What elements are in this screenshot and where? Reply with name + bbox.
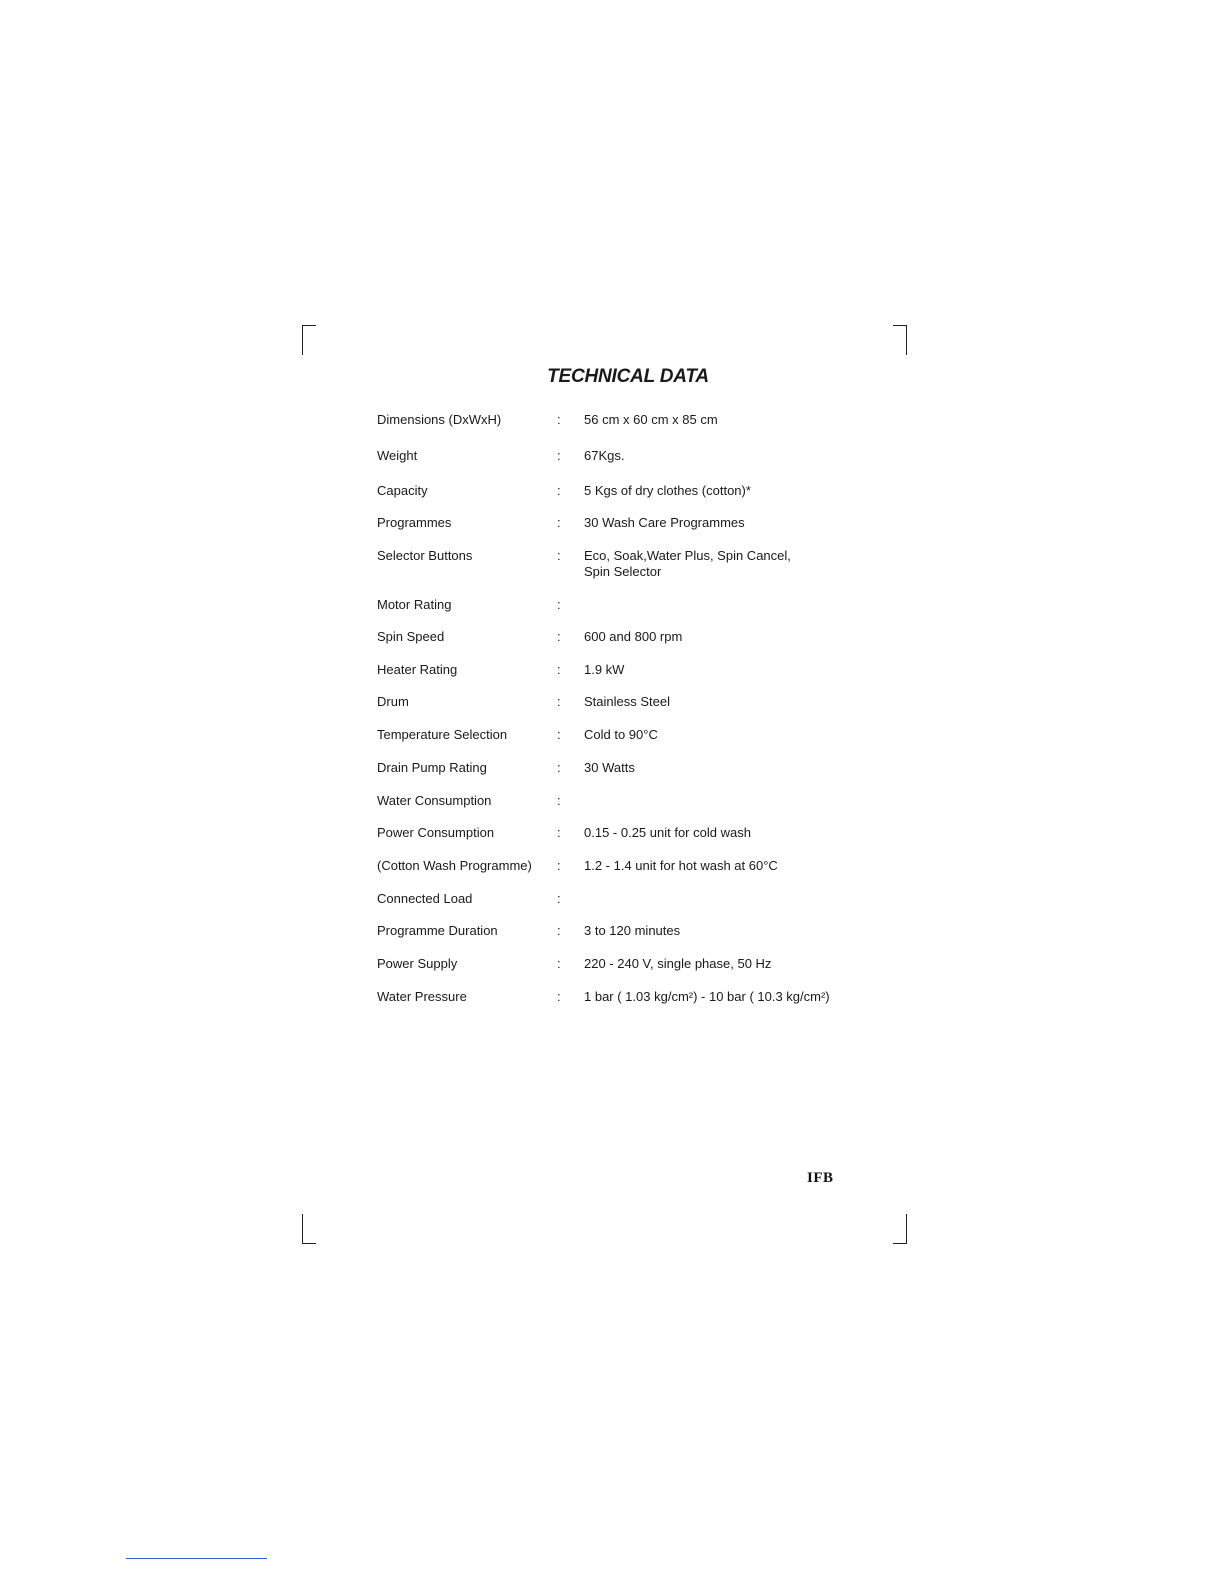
spec-label: (Cotton Wash Programme) bbox=[377, 858, 532, 873]
spec-value-line: 1.9 kW bbox=[584, 662, 625, 677]
spec-label: Spin Speed bbox=[377, 629, 445, 644]
spec-separator: : bbox=[557, 727, 561, 742]
spec-label: Dimensions (DxWxH) bbox=[377, 412, 502, 427]
spec-separator: : bbox=[557, 923, 561, 938]
spec-value bbox=[584, 956, 884, 972]
spec-separator: : bbox=[557, 412, 561, 427]
spec-label: Motor Rating bbox=[377, 597, 452, 612]
spec-value-line: 3 to 120 minutes bbox=[584, 923, 681, 938]
spec-value-line: Eco, Soak,Water Plus, Spin Cancel, bbox=[584, 548, 791, 563]
spec-label: Weight bbox=[377, 448, 418, 463]
spec-value bbox=[584, 989, 884, 1005]
spec-value bbox=[584, 629, 884, 645]
spec-value bbox=[584, 858, 884, 874]
spec-value-line: Spin Selector bbox=[584, 564, 662, 579]
spec-label: Drain Pump Rating bbox=[377, 760, 487, 775]
spec-value-line: 1.2 - 1.4 unit for hot wash at 60°C bbox=[584, 858, 778, 873]
spec-separator: : bbox=[557, 694, 561, 709]
spec-value-line: 5 Kgs of dry clothes (cotton)* bbox=[584, 483, 751, 498]
spec-value-line: 1 bar ( 1.03 kg/cm²) - 10 bar ( 10.3 kg/cm²) bbox=[584, 989, 830, 1004]
page-title: TECHNICAL DATA bbox=[547, 366, 709, 387]
spec-value bbox=[584, 448, 884, 464]
spec-label: Water Consumption bbox=[377, 793, 492, 808]
spec-value bbox=[584, 923, 884, 939]
spec-value bbox=[584, 727, 884, 743]
spec-separator: : bbox=[557, 597, 561, 612]
spec-value-line: 67Kgs. bbox=[584, 448, 625, 463]
spec-label: Connected Load bbox=[377, 891, 473, 906]
footer-divider bbox=[126, 1558, 267, 1559]
spec-label: Selector Buttons bbox=[377, 548, 473, 563]
spec-separator: : bbox=[557, 956, 561, 971]
spec-label: Programmes bbox=[377, 515, 452, 530]
spec-value bbox=[584, 694, 884, 710]
spec-value-line: Stainless Steel bbox=[584, 694, 670, 709]
spec-value bbox=[584, 412, 884, 428]
spec-value-line: 30 Watts bbox=[584, 760, 635, 775]
spec-value bbox=[584, 483, 884, 499]
spec-label: Power Consumption bbox=[377, 825, 495, 840]
spec-label: Power Supply bbox=[377, 956, 458, 971]
spec-value-line: 600 and 800 rpm bbox=[584, 629, 683, 644]
spec-value-line: 0.15 - 0.25 unit for cold wash bbox=[584, 825, 751, 840]
spec-label: Drum bbox=[377, 694, 409, 709]
spec-separator: : bbox=[557, 548, 561, 563]
spec-separator: : bbox=[557, 891, 561, 906]
crop-mark-bottom-left bbox=[302, 1214, 316, 1244]
spec-separator: : bbox=[557, 448, 561, 463]
spec-separator: : bbox=[557, 515, 561, 530]
spec-label: Temperature Selection bbox=[377, 727, 508, 742]
spec-label: Capacity bbox=[377, 483, 428, 498]
spec-label: Heater Rating bbox=[377, 662, 458, 677]
crop-mark-bottom-right bbox=[893, 1214, 907, 1244]
spec-value bbox=[584, 825, 884, 841]
spec-label: Water Pressure bbox=[377, 989, 467, 1004]
spec-separator: : bbox=[557, 793, 561, 808]
spec-value bbox=[584, 515, 884, 531]
brand-logo: IFB bbox=[807, 1170, 834, 1186]
spec-separator: : bbox=[557, 629, 561, 644]
spec-value-line: 220 - 240 V, single phase, 50 Hz bbox=[584, 956, 772, 971]
crop-mark-top-left bbox=[302, 325, 316, 355]
spec-value-line: Cold to 90°C bbox=[584, 727, 658, 742]
spec-separator: : bbox=[557, 858, 561, 873]
spec-separator: : bbox=[557, 825, 561, 840]
spec-separator: : bbox=[557, 662, 561, 677]
spec-separator: : bbox=[557, 483, 561, 498]
spec-value bbox=[584, 760, 884, 776]
spec-value bbox=[584, 548, 884, 580]
spec-label: Programme Duration bbox=[377, 923, 498, 938]
spec-separator: : bbox=[557, 989, 561, 1004]
spec-value bbox=[584, 662, 884, 678]
spec-value-line: 56 cm x 60 cm x 85 cm bbox=[584, 412, 718, 427]
crop-mark-top-right bbox=[893, 325, 907, 355]
spec-value-line: 30 Wash Care Programmes bbox=[584, 515, 745, 530]
spec-separator: : bbox=[557, 760, 561, 775]
